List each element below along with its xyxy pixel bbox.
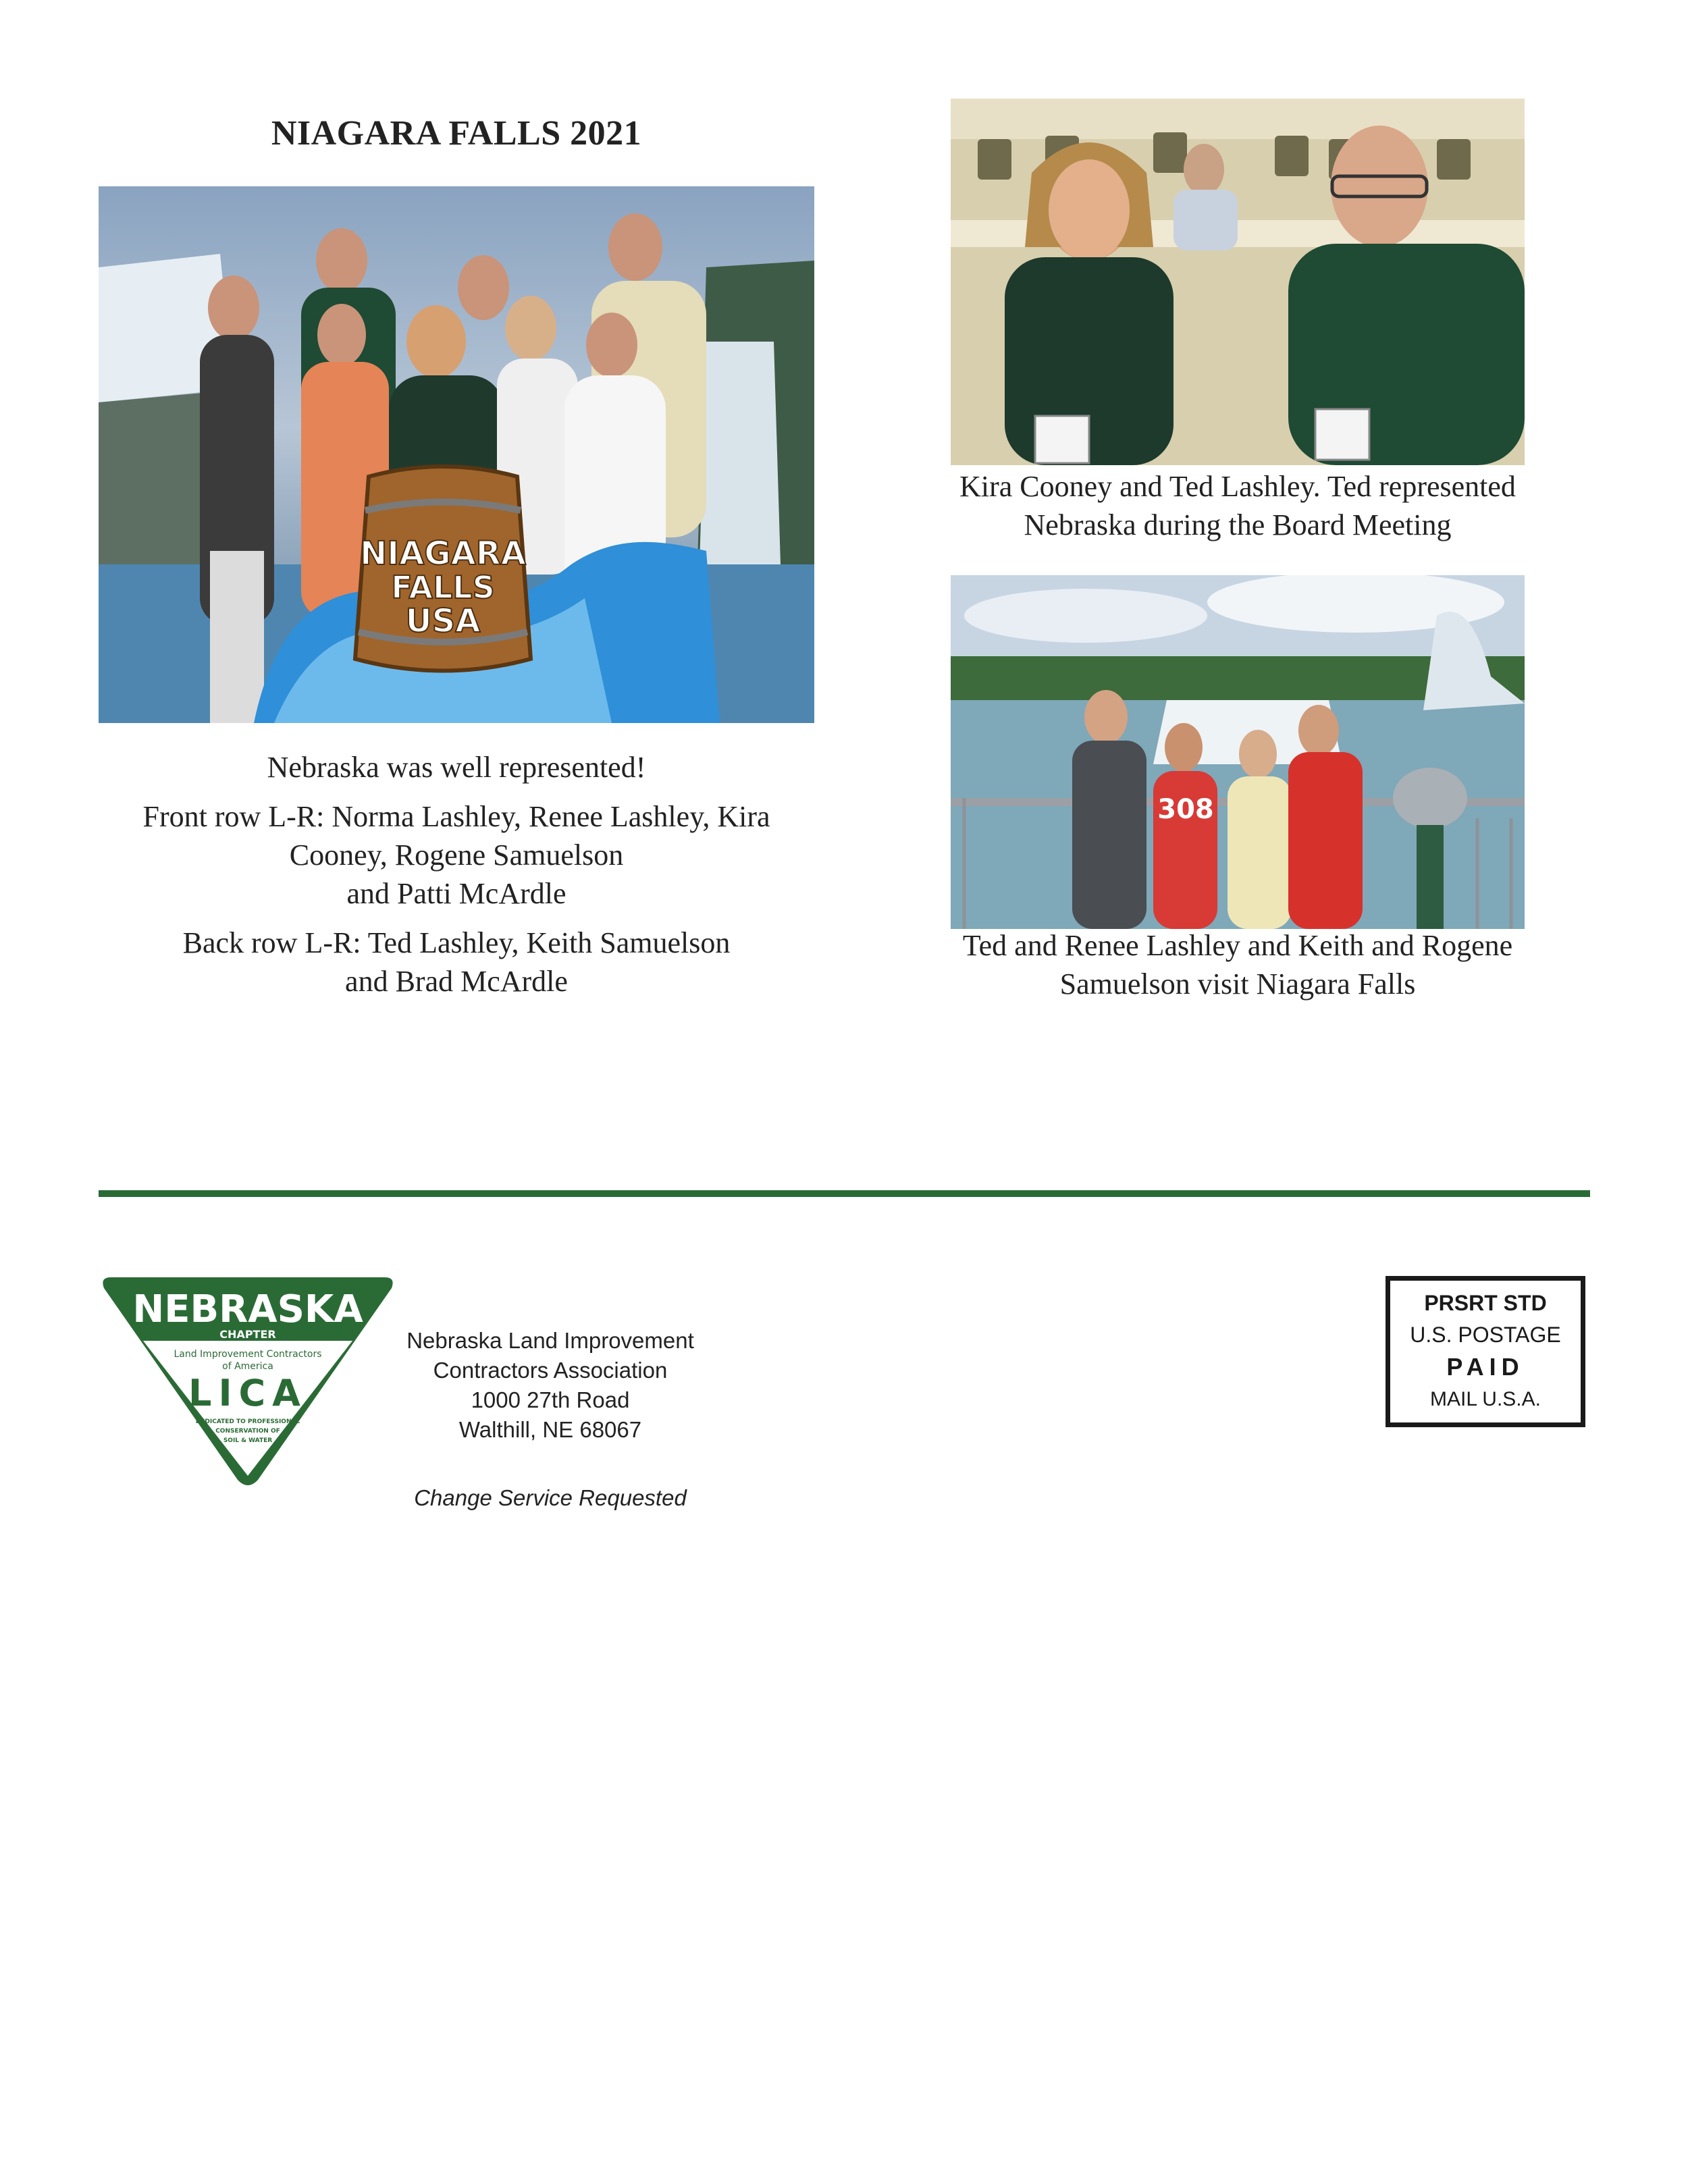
caption-front-row-2: Cooney, Rogene Samuelson xyxy=(289,838,624,872)
falls-visit-caption xyxy=(917,926,1558,1003)
section-divider xyxy=(99,1190,1590,1197)
logo-motto-1: DEDICATED TO PROFESSIONAL xyxy=(195,1418,300,1425)
logo-motto-3: SOIL & WATER xyxy=(223,1437,273,1444)
caption-front-row-1: Front row L-R: Norma Lashley, Renee Lashley, Kira xyxy=(142,800,770,833)
caption-line: Samuelson visit Niagara Falls xyxy=(1059,967,1416,1001)
caption-line: Nebraska during the Board Meeting xyxy=(1024,508,1452,541)
caption-line: Ted and Renee Lashley and Keith and Rogene xyxy=(962,929,1513,962)
caption-back-row-2: and Brad McArdle xyxy=(345,965,568,998)
caption-back-row-1: Back row L-R: Ted Lashley, Keith Samuelson xyxy=(182,926,731,959)
logo-motto-2: CONSERVATION OF xyxy=(215,1428,280,1435)
group-photo xyxy=(99,186,814,723)
nebraska-lica-logo xyxy=(97,1273,398,1489)
address-line: Walthill, NE 68067 xyxy=(458,1417,642,1442)
shirt-text: 308 xyxy=(1157,794,1214,825)
barrel-text-3: USA xyxy=(405,602,481,640)
barrel-text-2: FALLS xyxy=(391,569,495,606)
caption-line: Nebraska was well represented! xyxy=(267,751,646,784)
board-meeting-photo xyxy=(951,99,1525,465)
page-title: NIAGARA FALLS 2021 xyxy=(271,114,642,153)
logo-acronym: LICA xyxy=(188,1372,307,1414)
logo-chapter: CHAPTER xyxy=(219,1328,276,1341)
address-line: Contractors Association xyxy=(433,1358,668,1383)
group-photo-caption xyxy=(99,748,814,1001)
logo-org-line2: of America xyxy=(222,1361,273,1372)
service-notice: Change Service Requested xyxy=(414,1485,687,1510)
indicia-line-1: PRSRT STD xyxy=(1424,1291,1547,1315)
indicia-line-2: U.S. POSTAGE xyxy=(1410,1323,1561,1347)
board-meeting-caption xyxy=(917,467,1558,544)
logo-org-line1: Land Improvement Contractors xyxy=(174,1349,322,1360)
postage-indicia xyxy=(1386,1276,1585,1427)
address-line: Nebraska Land Improvement xyxy=(406,1328,694,1353)
indicia-line-4: MAIL U.S.A. xyxy=(1430,1388,1541,1410)
address-line: 1000 27th Road xyxy=(471,1387,630,1412)
return-address xyxy=(378,1326,722,1445)
falls-visit-photo xyxy=(951,575,1525,929)
caption-front-row-3: and Patti McArdle xyxy=(346,877,566,910)
barrel-text-1: NIAGARA xyxy=(360,535,526,572)
logo-nebraska: NEBRASKA xyxy=(132,1287,363,1331)
indicia-line-3: PAID xyxy=(1446,1353,1525,1381)
caption-line: Kira Cooney and Ted Lashley. Ted represented xyxy=(959,470,1516,503)
